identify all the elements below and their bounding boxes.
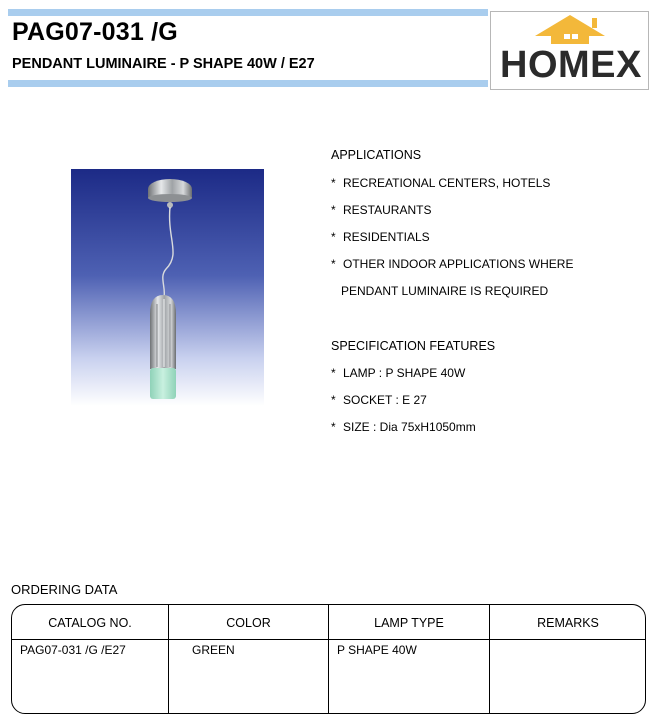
list-item: * RECREATIONAL CENTERS, HOTELS: [331, 176, 551, 190]
header-bar-bottom: [8, 80, 488, 87]
spec-item: * SIZE : Dia 75xH1050mm: [331, 420, 476, 434]
column-header: REMARKS: [537, 616, 599, 630]
table-cell: GREEN: [192, 643, 235, 657]
column-header: LAMP TYPE: [374, 616, 444, 630]
table-cell: PAG07-031 /G /E27: [20, 643, 126, 657]
ordering-title: ORDERING DATA: [11, 582, 118, 597]
list-item-continuation: PENDANT LUMINAIRE IS REQUIRED: [341, 284, 549, 298]
header-bar-top: [8, 9, 488, 16]
spec-item: * LAMP : P SHAPE 40W: [331, 366, 466, 380]
table-cell: P SHAPE 40W: [337, 643, 417, 657]
list-item: * RESIDENTIALS: [331, 230, 430, 244]
list-item: * RESTAURANTS: [331, 203, 432, 217]
applications-title: APPLICATIONS: [331, 148, 422, 162]
product-subtitle: PENDANT LUMINAIRE - P SHAPE 40W / E27: [12, 56, 315, 72]
product-photo: [71, 169, 264, 406]
specification-title: SPECIFICATION FEATURES: [331, 339, 496, 353]
spec-item: * SOCKET : E 27: [331, 393, 427, 407]
ordering-table: [11, 604, 646, 714]
homex-logo: [490, 11, 649, 90]
logo-text: HOMEX: [500, 44, 642, 86]
product-code: PAG07-031 /G: [12, 18, 178, 46]
column-header: CATALOG NO.: [48, 616, 132, 630]
list-item: * OTHER INDOOR APPLICATIONS WHERE: [331, 257, 574, 271]
column-header: COLOR: [226, 616, 271, 630]
